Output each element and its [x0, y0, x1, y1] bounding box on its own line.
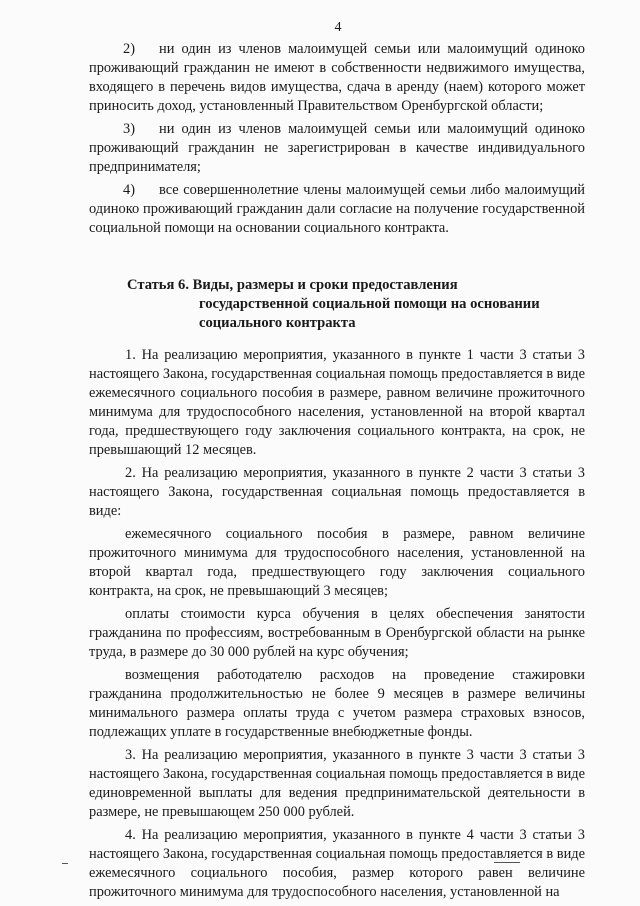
paragraph-2c: возмещения работодателю расходов на проведение стажировки гражданина продолжительностью не более 9 месяцев в размере величины минимального размера оплаты труда с учетом размера страховых взносов, подлежащих уплате в государственные внебюджетные фонды. [89, 667, 585, 740]
paragraph-2a: ежемесячного социального пособия в размере, равном величине прожиточного минимума для трудоспособного населения, установленной на второй квартал года, предшествующего году заключения социального контракта, на срок, не превышающий 3 месяцев; [89, 526, 585, 599]
list-item-text: ни один из членов малоимущей семьи или малоимущий одиноко проживающий гражданин не зарегистрирован в качестве индивидуального предпринимателя; [89, 121, 585, 175]
list-item [89, 181, 585, 238]
article-heading-line1: Статья 6. Виды, размеры и сроки предоставления [127, 277, 458, 293]
list-item [89, 40, 585, 116]
list-number: 4) [123, 182, 135, 198]
paragraph-3: 3. На реализацию мероприятия, указанного в пункте 3 части 3 статьи 3 настоящего Закона, государственная социальная помощь предоставляется в виде единовременной выплаты для ведения предпринимательской деятельности в размере, не превышающем 250 000 рублей. [89, 747, 585, 820]
page-number: 4 [334, 20, 342, 35]
document-body [89, 40, 585, 906]
paragraph-2b: оплаты стоимости курса обучения в целях обеспечения занятости гражданина по профессиям, востребованным в Оренбургской области на рынке труда, в размере до 30 000 рублей на курс обучения; [89, 606, 585, 660]
list-number: 3) [123, 121, 135, 137]
paragraph-4: 4. На реализацию мероприятия, указанного в пункте 4 части 3 статьи 3 настоящего Закона, государственная социальная помощь предоставляется в виде ежемесячного социального пособия, размер которого равен величине прожиточного минимума для трудоспособного населения, установленной на [89, 827, 585, 900]
paragraph-1: 1. На реализацию мероприятия, указанного в пункте 1 части 3 статьи 3 настоящего Закона, государственная социальная помощь предоставляется в виде ежемесячного социального пособия в размере, равном величине прожиточного минимума для трудоспособного населения, установленной на второй квартал года, предшествующего году заключения социального контракта, на срок, не превышающий 12 месяцев. [89, 347, 585, 458]
article-heading [127, 276, 585, 333]
list-item-text: ни один из членов малоимущей семьи или малоимущий одиноко проживающий гражданин не имеют в собственности недвижимого имущества, входящего в перечень видов имущества, сдача в аренду (наем) которого может приносить доход, установленный Правительством Оренбургской области; [89, 41, 585, 114]
list-item-text: все совершеннолетние члены малоимущей семьи либо малоимущий одиноко проживающий гражданин дали согласие на получение государственной социальной помощи на основании социального контракта. [89, 182, 585, 236]
article-heading-line2: государственной социальной помощи на основании [199, 296, 540, 312]
article-heading-line3: социального контракта [199, 315, 356, 331]
paragraph-2: 2. На реализацию мероприятия, указанного в пункте 2 части 3 статьи 3 настоящего Закона, государственная социальная помощь предоставляется в виде: [89, 465, 585, 519]
scan-mark [62, 863, 68, 864]
list-item [89, 120, 585, 177]
scan-mark [494, 862, 520, 863]
list-number: 2) [123, 41, 135, 57]
